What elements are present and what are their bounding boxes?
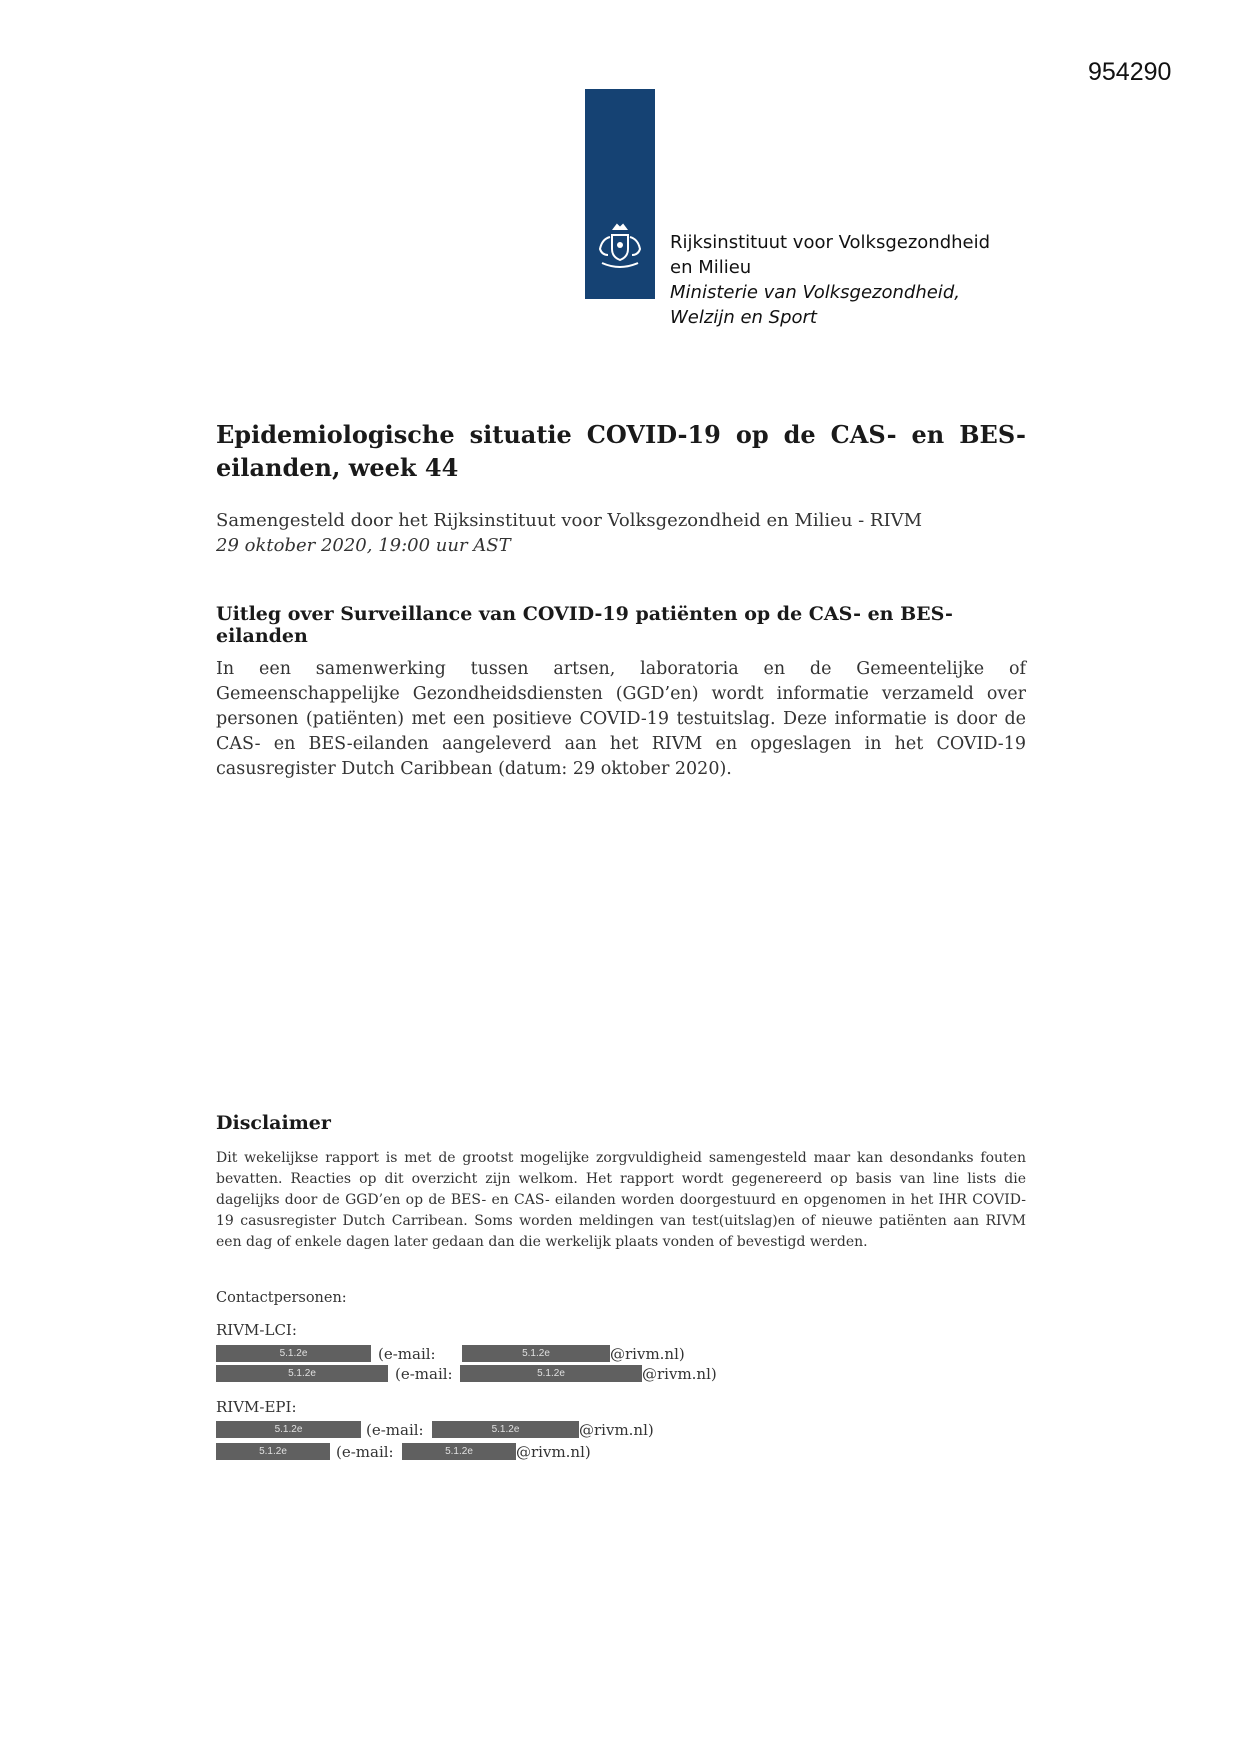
coat-of-arms-icon [592,221,648,271]
email-prefix: (e-mail: [378,1345,436,1363]
rijksoverheid-logo [585,89,655,299]
logo-line-2: en Milieu [670,257,752,278]
disclaimer-heading: Disclaimer [216,1112,331,1134]
logo-line-4: Welzijn en Sport [670,307,817,328]
contact-group-lci: RIVM-LCI: [216,1321,297,1339]
section-heading: Uitleg over Surveillance van COVID-19 patiënten op de CAS- en BES-eilanden [216,603,953,647]
redacted-name: 5.1.2e [216,1365,388,1382]
contact-group-epi: RIVM-EPI: [216,1398,297,1416]
email-prefix: (e-mail: [395,1365,453,1383]
redacted-email: 5.1.2e [402,1443,516,1460]
report-date: 29 oktober 2020, 19:00 uur AST [216,535,511,556]
contacts-label: Contactpersonen: [216,1290,347,1306]
document-title: Epidemiologische situatie COVID-19 op de CAS- en BES-eilanden, week 44 [216,420,1026,482]
disclaimer-text: Dit wekelijkse rapport is met de grootst mogelijke zorgvuldigheid samengesteld maar kan desondanks fouten bevatten. Reacties op dit overzicht zijn welkom. Het rapport wordt gegenereerd op basis van line lists die dagelijks door de GGD’en op de BES- en CAS- eilanden worden doorgestuurd en opgenomen in het IHR COVID-19 casusregister Dutch Carribean. Soms worden meldingen van test(uitslag)en of nieuwe patiënten aan RIVM een dag of enkele dagen later gedaan dan die werkelijk plaats vonden of bevestigd werden. [216,1150,1026,1250]
document-subtitle [216,508,1026,558]
email-suffix: @rivm.nl) [642,1365,717,1383]
logo-line-1: Rijksinstituut voor Volksgezondheid [670,232,991,253]
email-prefix: (e-mail: [336,1443,394,1461]
redacted-email: 5.1.2e [432,1421,579,1438]
email-suffix: @rivm.nl) [579,1421,654,1439]
redacted-email: 5.1.2e [462,1345,610,1362]
email-suffix: @rivm.nl) [516,1443,591,1461]
logo-line-3: Ministerie van Volksgezondheid, [670,282,960,303]
email-prefix: (e-mail: [366,1421,424,1439]
logo-text [670,230,990,330]
redacted-name: 5.1.2e [216,1345,371,1362]
author-line: Samengesteld door het Rijksinstituut voor Volksgezondheid en Milieu - RIVM [216,510,923,531]
email-suffix: @rivm.nl) [610,1345,685,1363]
redacted-email: 5.1.2e [460,1365,642,1382]
document-number: 954290 [1088,58,1172,86]
redacted-name: 5.1.2e [216,1443,330,1460]
intro-paragraph: In een samenwerking tussen artsen, laboratoria en de Gemeentelijke of Gemeenschappelijke Gezondheidsdiensten (GGD’en) wordt informatie verzameld over personen (patiënten) met een positieve COVID-19 testuitslag. Deze informatie is door de CAS- en BES-eilanden aangeleverd aan het RIVM en opgeslagen in het COVID-19 casusregister Dutch Caribbean (datum: 29 oktober 2020). [216,659,1026,779]
redacted-name: 5.1.2e [216,1421,361,1438]
